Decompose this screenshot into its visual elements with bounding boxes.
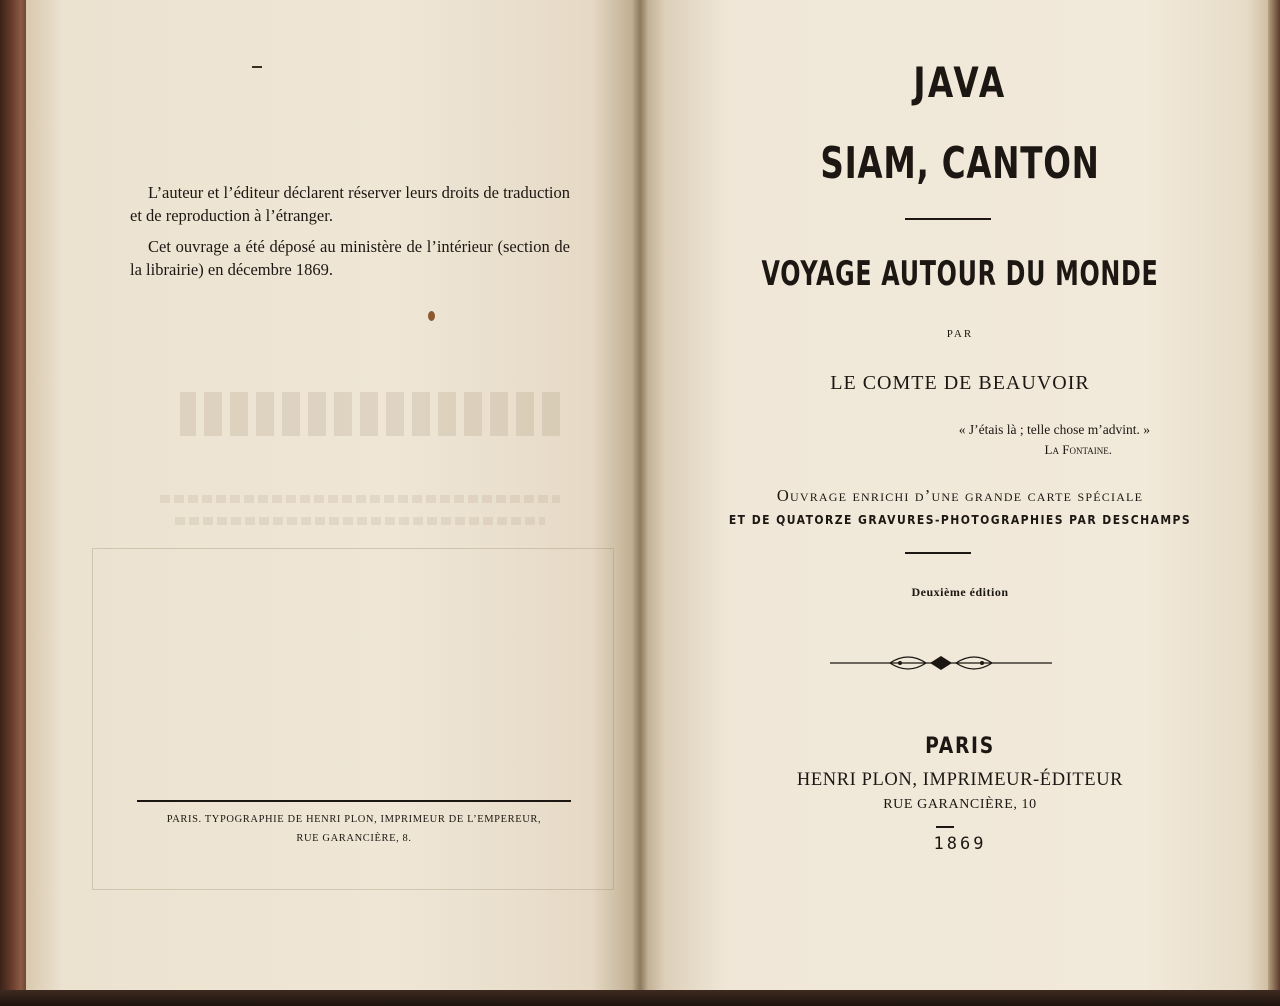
by-line: PAR xyxy=(946,328,974,340)
enrichment-line-1: Ouvrage enrichi d’une grande carte spéciale xyxy=(776,486,1144,505)
edition: Deuxième édition xyxy=(911,585,1009,599)
foxing-spot xyxy=(428,311,435,321)
title-rule xyxy=(905,218,991,220)
book-gutter xyxy=(632,0,648,992)
book-bottom-edge xyxy=(0,990,1280,1006)
imprint-address: RUE GARANCIÈRE, 10 xyxy=(883,797,1037,812)
edition-rule xyxy=(905,552,971,554)
printer-rule xyxy=(137,800,571,802)
printer-note xyxy=(137,810,571,848)
title-line-1: JAVA xyxy=(913,58,1007,107)
copyright-paragraph: L’auteur et l’éditeur déclarent réserver leurs droits de traduction et de reproduction à l’étranger. xyxy=(130,183,570,225)
ornament-divider-icon xyxy=(830,652,1052,674)
show-through-line xyxy=(160,495,560,503)
author: LE COMTE DE BEAUVOIR xyxy=(830,372,1090,394)
year-rule xyxy=(936,826,954,828)
show-through-line xyxy=(175,517,545,525)
epigraph-source: La Fontaine. xyxy=(1044,442,1112,457)
printer-note-line: PARIS. TYPOGRAPHIE DE HENRI PLON, IMPRIMEUR DE L’EMPEREUR, xyxy=(166,814,542,825)
title-line-2: SIAM, CANTON xyxy=(820,138,1100,189)
right-cover-edge xyxy=(1268,0,1280,992)
epigraph-quote: « J’étais là ; telle chose m’advint. » xyxy=(958,422,1150,437)
ink-mark xyxy=(252,66,262,68)
imprint-city: PARIS xyxy=(925,734,995,759)
subtitle: VOYAGE AUTOUR DU MONDE xyxy=(761,254,1159,294)
copyright-notice xyxy=(130,181,570,289)
copyright-paragraph: Cet ouvrage a été déposé au ministère de l’intérieur (section de la librairie) en décembre 1869. xyxy=(130,237,570,279)
enrichment-line-2: ET DE QUATORZE GRAVURES-PHOTOGRAPHIES PAR DESCHAMPS xyxy=(728,513,1192,527)
printer-note-line: RUE GARANCIÈRE, 8. xyxy=(296,833,412,844)
imprint-publisher: HENRI PLON, IMPRIMEUR-ÉDITEUR xyxy=(796,770,1124,790)
show-through-title xyxy=(180,392,560,436)
epigraph xyxy=(880,420,1150,460)
imprint-year: 1869 xyxy=(933,834,987,854)
